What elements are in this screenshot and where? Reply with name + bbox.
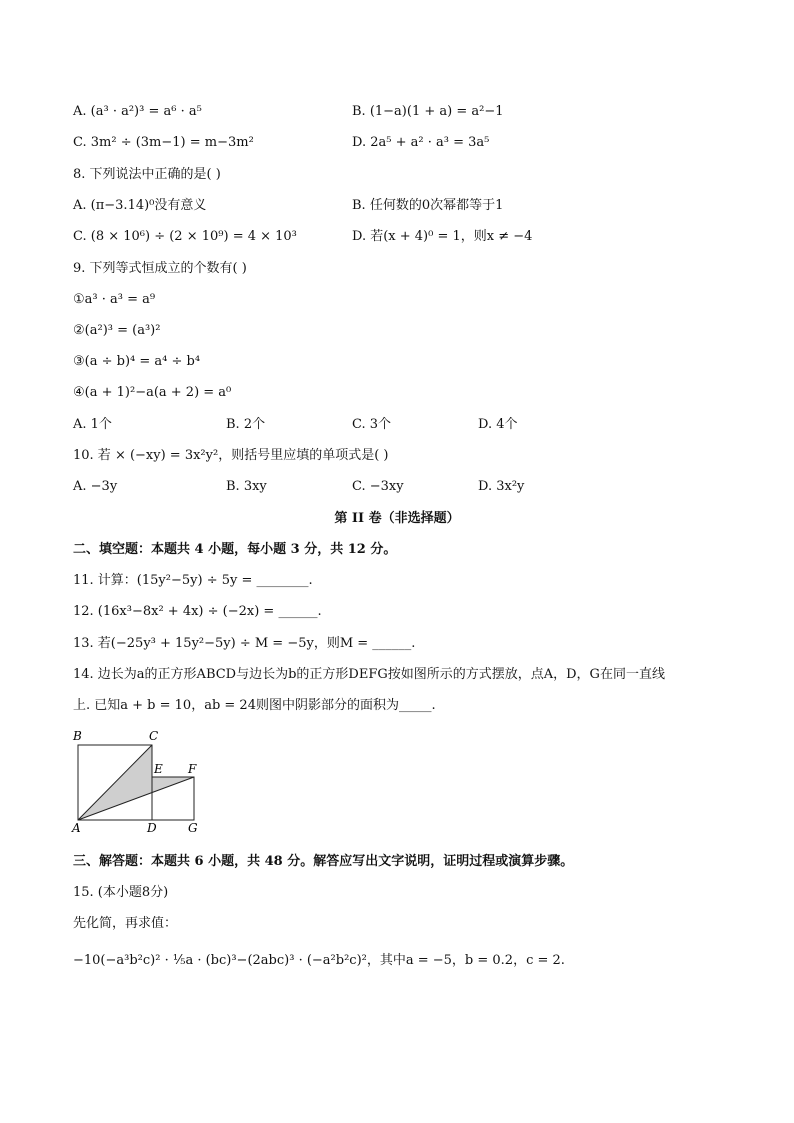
q9-option-b: B. 2个 xyxy=(226,417,266,432)
q14-line1: 14. 边长为a的正方形ABCD与边长为b的正方形DEFG按如图所示的方式摆放，点A，D，G在同一直线 xyxy=(73,667,665,682)
label-b: B xyxy=(73,729,82,743)
q9-item-3: ③(a ÷ b)⁴ = a⁴ ÷ b⁴ xyxy=(73,354,201,369)
shaded-region xyxy=(78,745,194,820)
q15-expression: −10(−a³b²c)² · ⅕a · (bc)³−(2abc)³ · (−a²b²c)²，其中a = −5，b = 0.2，c = 2. xyxy=(73,953,565,968)
label-g: G xyxy=(188,821,198,835)
section2-heading: 二、填空题：本题共 4 小题，每小题 3 分，共 12 分。 xyxy=(73,542,397,557)
label-e: E xyxy=(154,762,163,776)
q8-option-c: C. (8 × 10⁶) ÷ (2 × 10⁹) = 4 × 10³ xyxy=(73,229,297,244)
label-d: D xyxy=(147,821,157,835)
label-c: C xyxy=(149,729,159,743)
section3-heading: 三、解答题：本题共 6 小题，共 48 分。解答应写出文字说明，证明过程或演算步骤。 xyxy=(73,854,574,869)
q9-option-c: C. 3个 xyxy=(352,417,392,432)
q10-option-d: D. 3x²y xyxy=(478,479,525,494)
q9-item-1: ①a³ · a³ = a⁹ xyxy=(73,292,156,307)
q10-option-a: A. −3y xyxy=(73,479,118,494)
q9-item-2: ②(a²)³ = (a³)² xyxy=(73,323,161,338)
q8-stem: 8. 下列说法中正确的是( ) xyxy=(73,167,221,182)
q9-option-a: A. 1个 xyxy=(73,417,112,432)
q9-item-4: ④(a + 1)²−a(a + 2) = a⁰ xyxy=(73,385,232,400)
q8-option-d: D. 若(x + 4)⁰ = 1，则x ≠ −4 xyxy=(352,229,533,244)
q7-option-a: A. (a³ · a²)³ = a⁶ · a⁵ xyxy=(73,104,202,119)
q9-stem: 9. 下列等式恒成立的个数有( ) xyxy=(73,261,247,276)
q14-figure xyxy=(70,728,210,836)
q7-option-b: B. (1−a)(1 + a) = a²−1 xyxy=(352,104,504,119)
q15-title: 15. (本小题8分) xyxy=(73,885,169,900)
q10-stem: 10. 若 × (−xy) = 3x²y²，则括号里应填的单项式是( ) xyxy=(73,448,389,463)
label-a: A xyxy=(72,821,81,835)
q10-option-b: B. 3xy xyxy=(226,479,267,494)
q10-option-c: C. −3xy xyxy=(352,479,404,494)
q8-option-b: B. 任何数的0次幂都等于1 xyxy=(352,198,504,213)
q12: 12. (16x³−8x² + 4x) ÷ (−2x) = ______. xyxy=(73,604,322,619)
q13: 13. 若(−25y³ + 15y²−5y) ÷ M = −5y，则M = ______. xyxy=(73,636,416,651)
q7-option-d: D. 2a⁵ + a² · a³ = 3a⁵ xyxy=(352,135,490,150)
q9-option-d: D. 4个 xyxy=(478,417,518,432)
section2-title: 第 II 卷（非选择题） xyxy=(334,511,460,526)
q7-option-c: C. 3m² ÷ (3m−1) = m−3m² xyxy=(73,135,254,150)
q8-option-a: A. (π−3.14)⁰没有意义 xyxy=(73,198,207,213)
q14-line2: 上. 已知a + b = 10，ab = 24则图中阴影部分的面积为_____. xyxy=(73,698,436,713)
label-f: F xyxy=(188,762,197,776)
q15-instruction: 先化简，再求值： xyxy=(73,916,178,931)
q11: 11. 计算：(15y²−5y) ÷ 5y = ________. xyxy=(73,573,313,588)
